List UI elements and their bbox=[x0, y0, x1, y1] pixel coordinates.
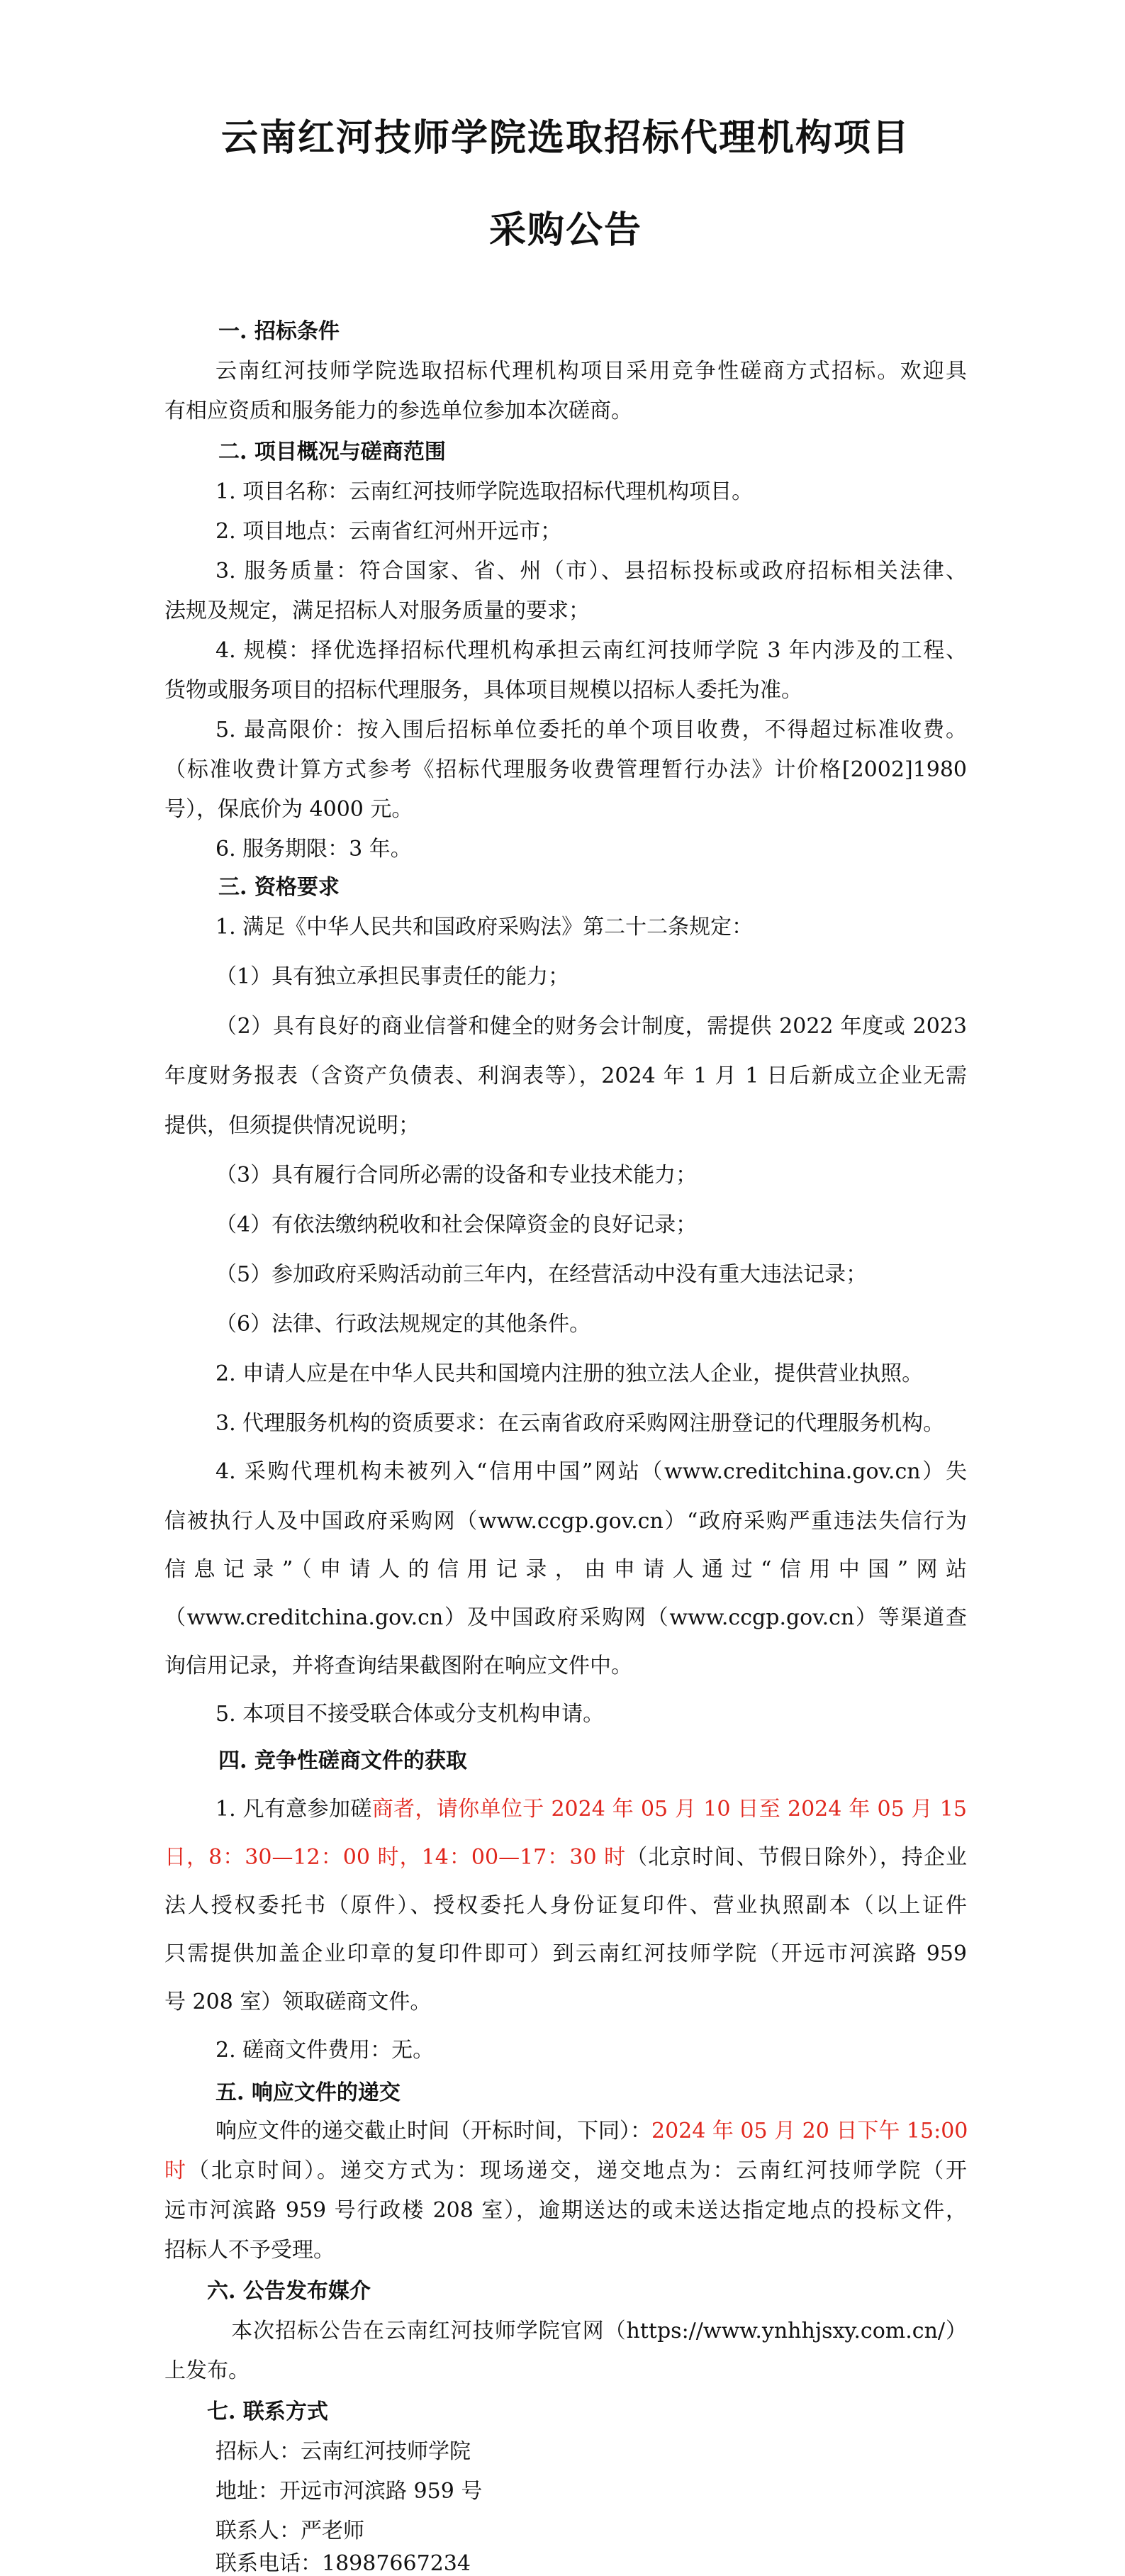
section-heading-3: 三. 资格要求 bbox=[218, 875, 340, 900]
section1-paragraph-line: 云南红河技师学院选取招标代理机构项目采用竞争性磋商方式招标。欢迎具 bbox=[216, 359, 967, 384]
section-heading-7: 七. 联系方式 bbox=[207, 2399, 328, 2424]
submission-line-cont bbox=[164, 2157, 967, 2185]
section-heading-1: 一. 招标条件 bbox=[218, 319, 340, 344]
submission-line-cont: 远市河滨路 959 号行政楼 208 室），逾期送达的或未送达指定地点的投标文件， bbox=[164, 2198, 967, 2223]
project-name-item: 1. 项目名称：云南红河技师学院选取招标代理机构项目。 bbox=[216, 479, 754, 504]
service-quality-item-cont: 法规及规定，满足招标人对服务质量的要求； bbox=[164, 598, 590, 623]
acquisition-item-cont: 号 208 室）领取磋商文件。 bbox=[164, 1990, 432, 2014]
requirement-item-cont: 询信用记录，并将查询结果截图附在响应文件中。 bbox=[164, 1654, 632, 1678]
sub-requirement-item: （4）有依法缴纳税收和社会保障资金的良好记录； bbox=[216, 1212, 698, 1237]
deadline-highlight: 时 bbox=[164, 2158, 188, 2183]
acquisition-item-cont: 法人授权委托书（原件）、授权委托人身份证复印件、营业执照副本（以上证件 bbox=[164, 1893, 967, 1918]
requirement-item: 4. 采购代理机构未被列入“信用中国”网站（www.creditchina.gov.cn）失 bbox=[216, 1459, 967, 1484]
section1-paragraph-line: 有相应资质和服务能力的参选单位参加本次磋商。 bbox=[164, 398, 632, 423]
publication-line: 本次招标公告在云南红河技师学院官网（https://www.ynhhjsxy.com.cn/） bbox=[231, 2319, 967, 2343]
submission-text: （北京时间）。递交方式为：现场递交，递交地点为：云南红河技师学院（开 bbox=[187, 2158, 968, 2183]
sub-requirement-item: （1）具有独立承担民事责任的能力； bbox=[216, 964, 570, 989]
max-price-item: 5. 最高限价：按入围后招标单位委托的单个项目收费，不得超过标准收费。 bbox=[216, 718, 967, 742]
requirement-item: 3. 代理服务机构的资质要求：在云南省政府采购网注册登记的代理服务机构。 bbox=[216, 1411, 945, 1436]
submission-line bbox=[216, 2117, 967, 2146]
tenderer-line: 招标人：云南红河技师学院 bbox=[216, 2439, 471, 2464]
document-fee-item: 2. 磋商文件费用：无。 bbox=[216, 2038, 435, 2063]
address-line: 地址：开远市河滨路 959 号 bbox=[216, 2479, 483, 2504]
requirement-item-cont: 信息记录”（申请人的信用记录，由申请人通过“信用中国”网站 bbox=[164, 1557, 967, 1582]
max-price-item-cont: 号），保底价为 4000 元。 bbox=[164, 797, 413, 822]
sub-requirement-item: （6）法律、行政法规规定的其他条件。 bbox=[216, 1312, 591, 1337]
publication-line-cont: 上发布。 bbox=[164, 2358, 250, 2383]
max-price-item-cont: （标准收费计算方式参考《招标代理服务收费管理暂行办法》计价格[2002]1980 bbox=[164, 757, 967, 782]
document-subtitle: 采购公告 bbox=[488, 208, 642, 252]
sub-requirement-item-cont: 年度财务报表（含资产负债表、利润表等），2024 年 1 月 1 日后新成立企业无需 bbox=[164, 1064, 967, 1088]
requirement-item-cont: 信被执行人及中国政府采购网（www.ccgp.gov.cn）“政府采购严重违法失信行为 bbox=[164, 1509, 967, 1534]
service-period-item: 6. 服务期限：3 年。 bbox=[216, 837, 412, 862]
acquisition-item-cont: 只需提供加盖企业印章的复印件即可）到云南红河技师学院（开远市河滨路 959 bbox=[164, 1941, 967, 1966]
acquisition-item-cont bbox=[164, 1844, 967, 1872]
acquisition-hours-highlight: 日，8：30—12：00 时，14：00—17：30 时 bbox=[164, 1845, 627, 1870]
requirement-item: 2. 申请人应是在中华人民共和国境内注册的独立法人企业，提供营业执照。 bbox=[216, 1361, 924, 1386]
acquisition-text: （北京时间、节假日除外），持企业 bbox=[626, 1845, 967, 1870]
sub-requirement-item: （3）具有履行合同所必需的设备和专业技术能力； bbox=[216, 1163, 698, 1188]
sub-requirement-item-cont: 提供，但须提供情况说明； bbox=[164, 1113, 420, 1138]
section-heading-6: 六. 公告发布媒介 bbox=[207, 2279, 371, 2304]
section-heading-5: 五. 响应文件的递交 bbox=[216, 2080, 401, 2105]
requirement-item: 1. 满足《中华人民共和国政府采购法》第二十二条规定： bbox=[216, 915, 754, 939]
submission-line-cont: 招标人不予受理。 bbox=[164, 2238, 335, 2263]
sub-requirement-item: （2）具有良好的商业信誉和健全的财务会计制度，需提供 2022 年度或 2023 bbox=[216, 1014, 967, 1039]
document-title: 云南红河技师学院选取招标代理机构项目 bbox=[220, 116, 910, 160]
section-heading-4: 四. 竞争性磋商文件的获取 bbox=[218, 1749, 467, 1773]
acquisition-period-highlight: 商者，请你单位于 2024 年 05 月 10 日至 2024 年 05 月 15 bbox=[371, 1797, 967, 1822]
contact-person-line: 联系人：严老师 bbox=[216, 2519, 364, 2543]
acquisition-text: 1. 凡有意参加磋 bbox=[216, 1797, 372, 1822]
scale-item-cont: 货物或服务项目的招标代理服务，具体项目规模以招标人委托为准。 bbox=[164, 678, 802, 703]
service-quality-item: 3. 服务质量：符合国家、省、州（市）、县招标投标或政府招标相关法律、 bbox=[216, 559, 967, 584]
sub-requirement-item: （5）参加政府采购活动前三年内，在经营活动中没有重大违法记录； bbox=[216, 1262, 868, 1287]
requirement-item-cont: （www.creditchina.gov.cn）及中国政府采购网（www.ccgp.gov.cn）等渠道查 bbox=[164, 1605, 967, 1630]
contact-phone-line: 联系电话：18987667234 bbox=[216, 2551, 471, 2576]
scale-item: 4. 规模：择优选择招标代理机构承担云南红河技师学院 3 年内涉及的工程、 bbox=[216, 638, 967, 663]
project-location-item: 2. 项目地点：云南省红河州开远市； bbox=[216, 519, 562, 544]
acquisition-item bbox=[216, 1795, 967, 1824]
section-heading-2: 二. 项目概况与磋商范围 bbox=[218, 440, 446, 464]
deadline-highlight: 2024 年 05 月 20 日下午 15:00 bbox=[651, 2119, 968, 2143]
requirement-item: 5. 本项目不接受联合体或分支机构申请。 bbox=[216, 1702, 605, 1727]
submission-text: 响应文件的递交截止时间（开标时间，下同）： bbox=[216, 2119, 651, 2143]
